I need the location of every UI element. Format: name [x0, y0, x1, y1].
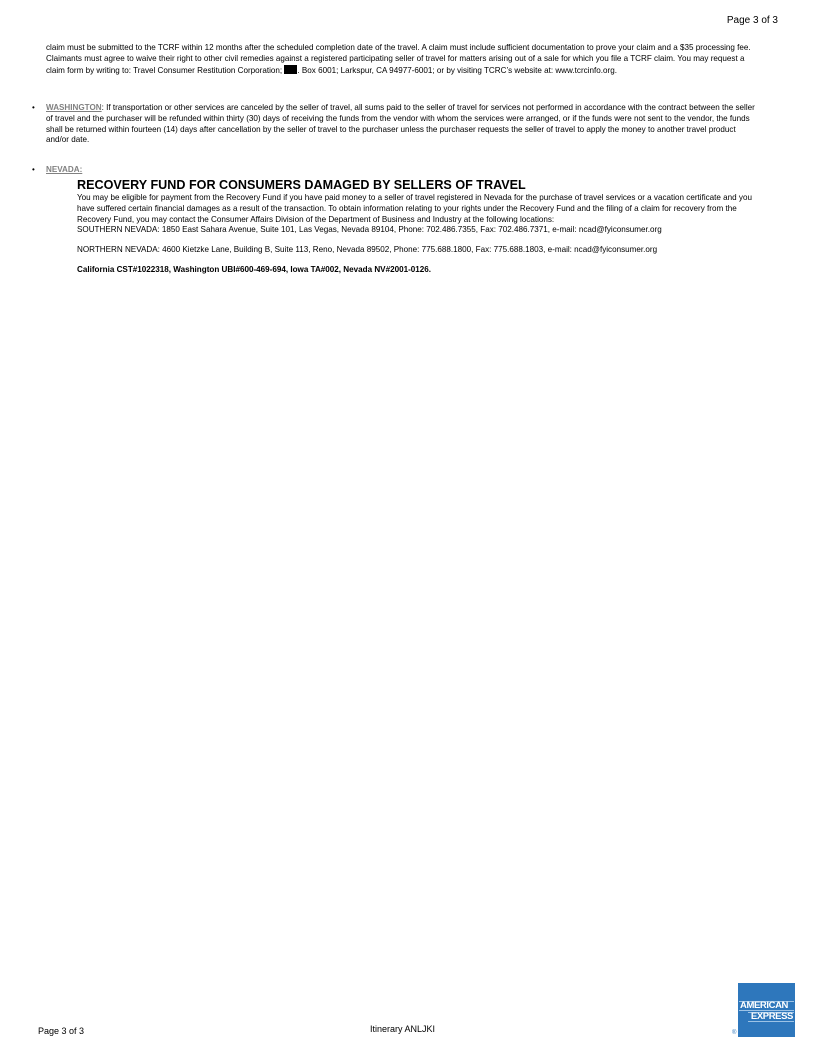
bullet-icon: •	[32, 103, 35, 112]
registered-mark: ®	[732, 1030, 737, 1036]
page-number-header: Page 3 of 3	[726, 15, 778, 26]
northern-nevada-address: NORTHERN NEVADA: 4600 Kietzke Lane, Building B, Suite 113, Reno, Nevada 89502, Phone: 775.688.1800, Fax: 775.688.1803, e-mail: ncad@fyiconsumer.org	[77, 245, 658, 255]
california-text-before: claim must be submitted to the TCRF within 12 months after the scheduled completion date of the travel. A claim must include sufficient documentation to prove your claim and a $35 processing fee. Claimants must agree to waive their right to other civil remedies against a registered participating seller of travel for matters arising out of a sale for which you file a TCRF claim. You may request a claim form by writing to: Travel Consumer Restitution Corporation;	[46, 43, 751, 75]
nevada-title: RECOVERY FUND FOR CONSUMERS DAMAGED BY SELLERS OF TRAVEL	[77, 178, 526, 192]
bullet-icon: •	[32, 165, 35, 174]
washington-link[interactable]: WASHINGTON	[46, 103, 102, 112]
nevada-link[interactable]: NEVADA:	[46, 165, 83, 174]
california-text-after: . Box 6001; Larkspur, CA 94977-6001; or by visiting TCRC’s website at: www.tcrcinfo.org.	[297, 65, 617, 75]
page-number-footer: Page 3 of 3	[38, 1026, 85, 1036]
nevada-label-row	[32, 165, 758, 176]
washington-text: : If transportation or other services are canceled by the seller of travel, all sums paid to the seller of travel for services not performed in accordance with the contract between the seller of travel and the purchaser will be refunded within thirty (30) days of receiving the funds from the vendor with whom the services were arranged, or if the funds were not sent to the vendor, the funds shall be returned within fourteen (14) days after cancellation by the seller of travel to the purchaser unless the purchaser requests the seller of travel to apply the money to another travel product and/or date.	[46, 103, 755, 145]
american-express-logo	[732, 983, 795, 1037]
nevada-body: You may be eligible for payment from the Recovery Fund if you have paid money to a seller of travel registered in Nevada for the purchase of travel services or a vacation certificate and you have suffered certain financial damages as a result of the transaction. To obtain information relating to your rights under the Recovery Fund and the filing of a claim for recovery from the Recovery Fund, you may contact the Consumer Affairs Division of the Department of Business and Industry at the following locations:	[77, 193, 752, 224]
logo-line-american: AMERICAN	[739, 1001, 794, 1011]
itinerary-id: Itinerary ANLJKI	[370, 1024, 436, 1034]
registration-numbers: California CST#1022318, Washington UBI#600-469-694, Iowa TA#002, Nevada NV#2001-0126.	[77, 264, 432, 274]
redaction-box	[284, 65, 297, 74]
logo-line-express: EXPRESS	[748, 1012, 794, 1022]
california-continued-paragraph	[46, 43, 758, 76]
nevada-section	[77, 178, 757, 276]
washington-section	[32, 103, 758, 146]
southern-nevada-address: SOUTHERN NEVADA: 1850 East Sahara Avenue, Suite 101, Las Vegas, Nevada 89104, Phone: 702.486.7355, Fax: 702.486.7371, e-mail: ncad@fyiconsumer.org	[77, 225, 662, 235]
